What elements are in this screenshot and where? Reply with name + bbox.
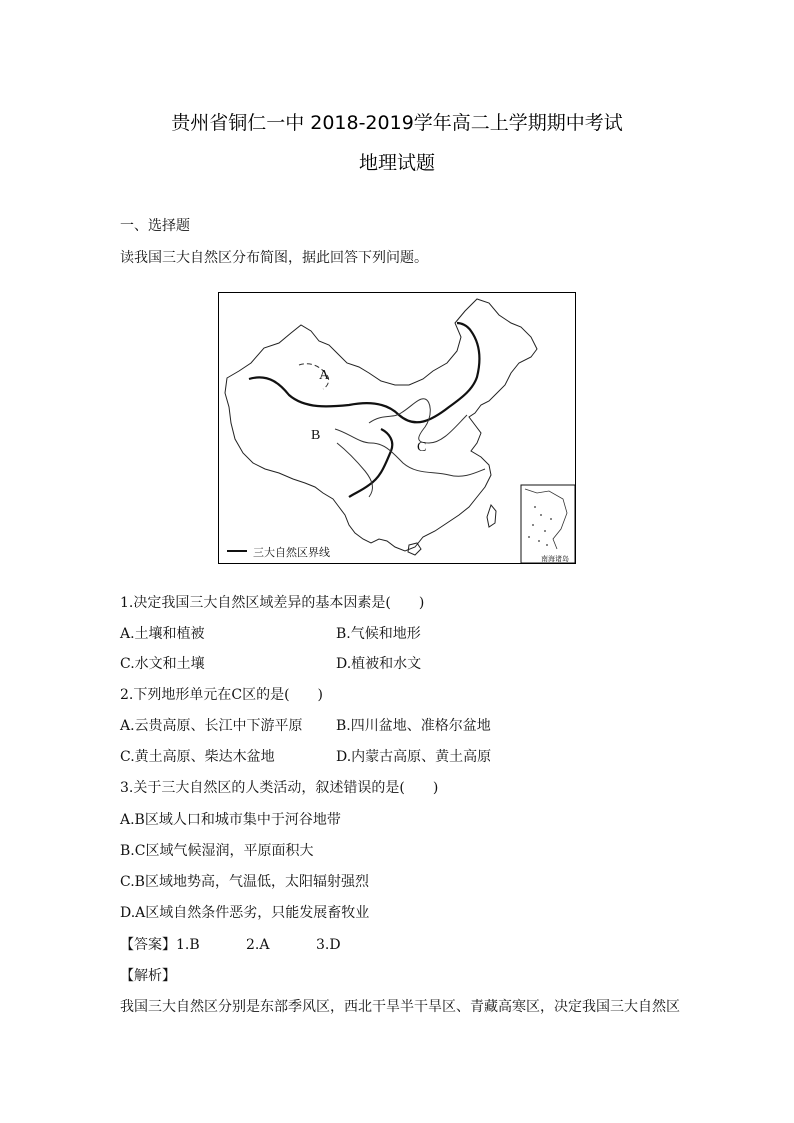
q2-option-c: C.黄土高原、柴达木盆地	[120, 749, 275, 765]
taiwan-island	[487, 505, 496, 527]
question-intro: 读我国三大自然区分布简图，据此回答下列问题。	[120, 250, 428, 266]
china-natural-regions-map	[218, 292, 576, 564]
section-heading: 一、选择题	[120, 218, 190, 234]
inset-label: 南海诸岛	[541, 555, 569, 563]
river-west	[337, 443, 372, 497]
q1-option-b: B.气候和地形	[336, 626, 421, 642]
river-yangtze	[335, 429, 485, 476]
q1-option-a: A.土壤和植被	[120, 626, 205, 642]
answer-3: 3.D	[316, 937, 341, 953]
q1-stem: 1.决定我国三大自然区域差异的基本因素是( )	[120, 595, 425, 611]
q3-option-a: A.B区域人口和城市集中于河谷地带	[120, 812, 341, 828]
answer-2: 2.A	[246, 937, 270, 953]
q1-option-c: C.水文和土壤	[120, 656, 205, 672]
document-subtitle: 地理试题	[358, 152, 435, 174]
inset-box	[521, 485, 575, 563]
answer-row	[120, 936, 341, 954]
answer-label: 【答案】	[120, 937, 176, 953]
document-title: 贵州省铜仁一中 2018-2019学年高二上学期期中考试	[171, 112, 623, 134]
q2-option-a: A.云贵高原、长江中下游平原	[120, 718, 303, 734]
map-label-c: C	[417, 440, 427, 455]
map-label-b: B	[311, 428, 321, 443]
answer-1: 1.B	[176, 937, 200, 953]
q3-option-b: B.C区域气候湿润，平原面积大	[120, 843, 314, 859]
q3-option-d: D.A区域自然条件恶劣，只能发展畜牧业	[120, 905, 370, 921]
legend-label: 三大自然区界线	[253, 546, 330, 559]
q2-stem: 2.下列地形单元在C区的是( )	[120, 687, 323, 703]
analysis-label: 【解析】	[120, 968, 176, 984]
q3-option-c: C.B区域地势高，气温低，太阳辐射强烈	[120, 874, 369, 890]
q2-option-b: B.四川盆地、准格尔盆地	[336, 718, 491, 734]
q2-option-d: D.内蒙古高原、黄土高原	[336, 749, 492, 765]
map-drawing	[219, 293, 575, 563]
q1-option-d: D.植被和水文	[336, 656, 422, 672]
boundary-qinghai-tibet	[349, 429, 392, 497]
map-label-a: A	[319, 368, 330, 383]
q3-stem: 3.关于三大自然区的人类活动，叙述错误的是( )	[120, 780, 439, 796]
china-outline	[225, 299, 537, 551]
analysis-text: 我国三大自然区分别是东部季风区，西北干旱半干旱区、青藏高寒区，决定我国三大自然区	[120, 999, 680, 1015]
boundary-northwest	[249, 323, 479, 422]
